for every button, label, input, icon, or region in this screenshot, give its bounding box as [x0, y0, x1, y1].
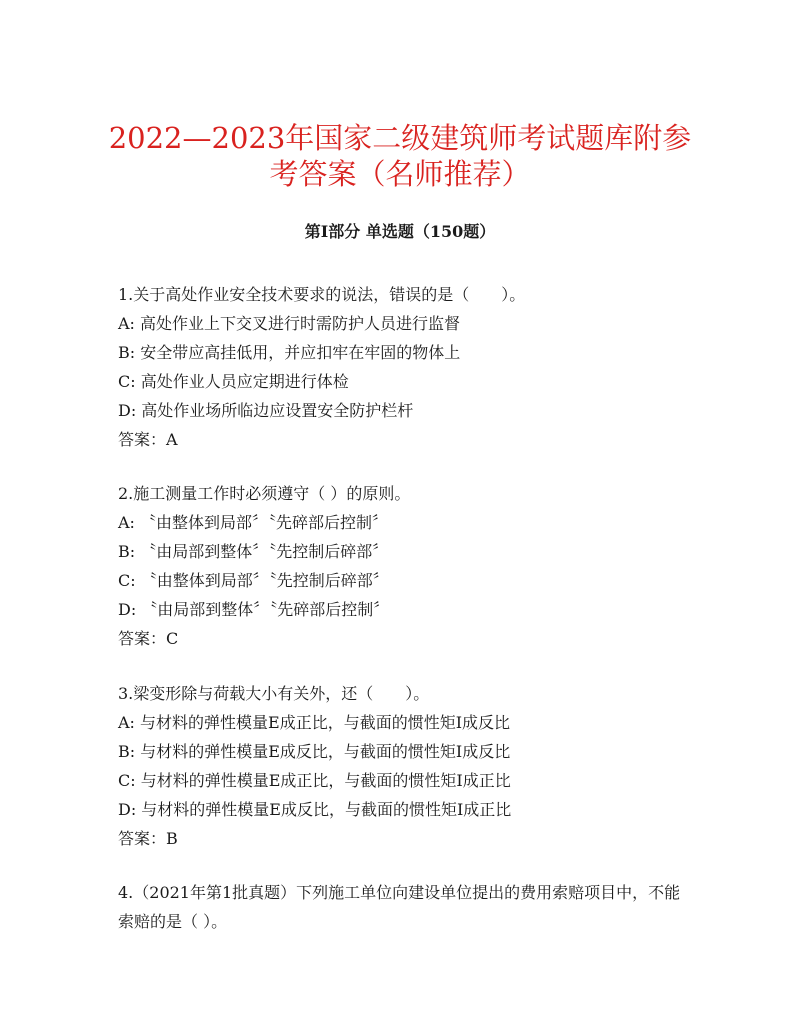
question-stem: 1.关于高处作业安全技术要求的说法，错误的是（ ）。: [118, 285, 526, 304]
question-block: [118, 679, 690, 853]
question-stem: 4.（2021年第1批真题）下列施工单位向建设单位提出的费用索赔项目中，不能索赔的是（ ）。: [118, 883, 681, 931]
option-b: B: 安全带应高挂低用，并应扣牢在牢固的物体上: [118, 343, 461, 362]
question-block: [118, 878, 690, 936]
question-stem: 2.施工测量工作时必须遵守（ ）的原则。: [118, 484, 411, 503]
question-block: [118, 280, 690, 454]
option-c: C: 〝由整体到局部〞〝先控制后碎部〞: [118, 571, 389, 590]
option-d: D: 与材料的弹性模量E成反比，与截面的惯性矩I成正比: [118, 800, 512, 819]
answer-line: 答案：C: [118, 629, 179, 648]
question-block: [118, 479, 690, 653]
option-c: C: 与材料的弹性模量E成正比，与截面的惯性矩I成正比: [118, 771, 511, 790]
section-heading: 第Ⅰ部分 单选题（150题）: [304, 222, 496, 241]
option-a: A: 〝由整体到局部〞〝先碎部后控制〞: [118, 513, 389, 532]
option-b: B: 〝由局部到整体〞〝先控制后碎部〞: [118, 542, 389, 561]
option-b: B: 与材料的弹性模量E成反比，与截面的惯性矩I成反比: [118, 742, 511, 761]
option-a: A: 与材料的弹性模量E成正比，与截面的惯性矩I成反比: [118, 713, 511, 732]
answer-line: 答案：B: [118, 829, 178, 848]
option-c: C: 高处作业人员应定期进行体检: [118, 372, 349, 391]
answer-line: 答案：A: [118, 430, 178, 449]
option-d: D: 〝由局部到整体〞〝先碎部后控制〞: [118, 600, 390, 619]
question-stem: 3.梁变形除与荷载大小有关外，还（ ）。: [118, 684, 430, 703]
option-d: D: 高处作业场所临边应设置安全防护栏杆: [118, 401, 414, 420]
option-a: A: 高处作业上下交叉进行时需防护人员进行监督: [118, 314, 461, 333]
document-title: 2022—2023年国家二级建筑师考试题库附参考答案（名师推荐）: [108, 121, 692, 191]
